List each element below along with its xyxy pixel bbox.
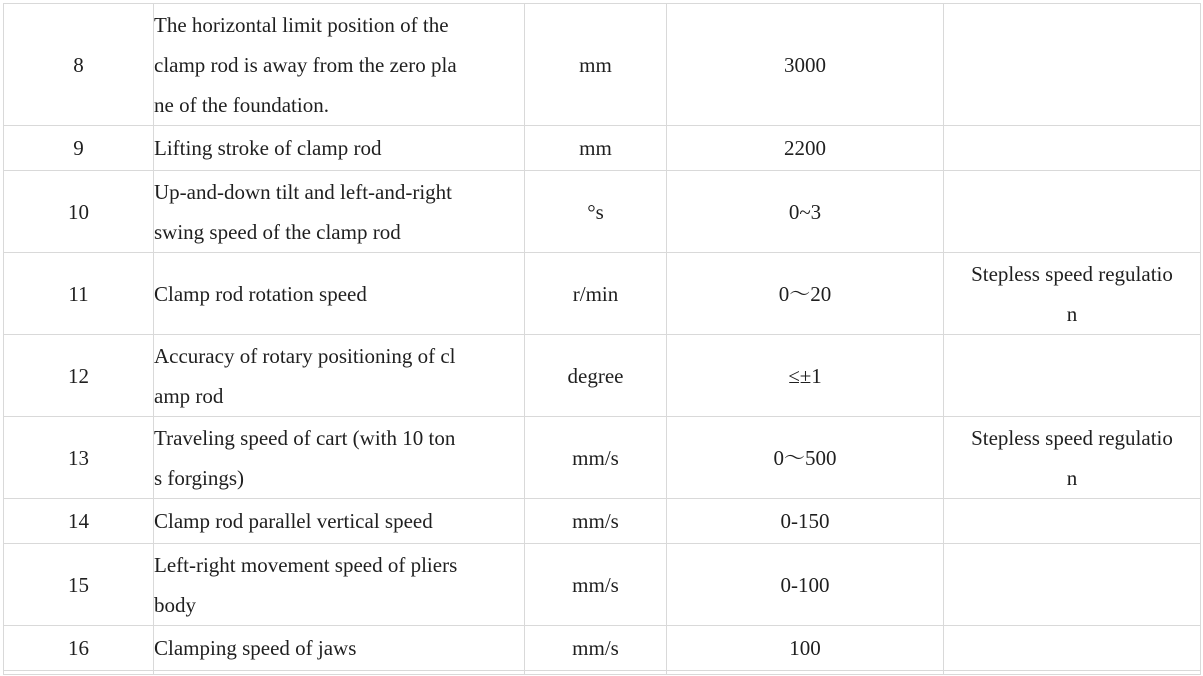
value-cell: 2200 — [667, 126, 944, 171]
remark-line: n — [1066, 465, 1078, 490]
value-cell: 0~3 — [667, 171, 944, 253]
parameter-line: Clamping speed of jaws — [154, 636, 357, 660]
remark-cell — [944, 4, 1201, 126]
value-cell: 0～20 — [667, 253, 944, 335]
remark-cell — [944, 417, 1201, 499]
row-number: 8 — [4, 4, 154, 126]
unit-cell: r/min — [525, 253, 667, 335]
parameter-cell — [154, 253, 525, 335]
spec-table-body — [4, 4, 1201, 675]
row-number: 16 — [4, 626, 154, 671]
value-cell: ≤±1 — [667, 335, 944, 417]
table-row — [4, 499, 1201, 544]
unit-cell: mm — [525, 4, 667, 126]
parameter-line: amp rod — [154, 383, 224, 408]
parameter-cell — [154, 544, 525, 626]
row-number: 15 — [4, 544, 154, 626]
parameter-line: The horizontal limit position of the — [154, 12, 449, 37]
remark-cell — [944, 335, 1201, 417]
row-number: 13 — [4, 417, 154, 499]
parameter-line: swing speed of the clamp rod — [154, 219, 401, 244]
row-number: 10 — [4, 171, 154, 253]
spec-table — [3, 3, 1201, 675]
remark-line: Stepless speed regulatio — [971, 261, 1173, 286]
parameter-line: Left-right movement speed of pliers — [154, 552, 458, 577]
remark-line: n — [1066, 301, 1078, 326]
table-cell-partial — [4, 671, 154, 675]
parameter-cell — [154, 4, 525, 126]
table-cell-partial — [944, 671, 1201, 675]
table-row — [4, 253, 1201, 335]
parameter-line: Clamp rod rotation speed — [154, 281, 367, 306]
parameter-line: clamp rod is away from the zero pla — [154, 52, 457, 77]
value-cell: 0-100 — [667, 544, 944, 626]
unit-cell: mm/s — [525, 417, 667, 499]
parameter-cell — [154, 626, 525, 671]
parameter-cell — [154, 335, 525, 417]
parameter-line: Lifting stroke of clamp rod — [154, 136, 382, 160]
parameter-cell — [154, 417, 525, 499]
row-number: 9 — [4, 126, 154, 171]
table-cell-partial — [154, 671, 525, 675]
parameter-cell — [154, 171, 525, 253]
table-row-partial — [4, 671, 1201, 675]
value-cell: 0～500 — [667, 417, 944, 499]
remark-line: Stepless speed regulatio — [971, 425, 1173, 450]
remark-cell — [944, 126, 1201, 171]
remark-cell — [944, 171, 1201, 253]
table-row — [4, 417, 1201, 499]
value-cell: 3000 — [667, 4, 944, 126]
value-cell: 100 — [667, 626, 944, 671]
row-number: 11 — [4, 253, 154, 335]
table-row — [4, 4, 1201, 126]
unit-cell: mm/s — [525, 626, 667, 671]
unit-cell: mm — [525, 126, 667, 171]
remark-cell — [944, 544, 1201, 626]
remark-cell — [944, 253, 1201, 335]
parameter-line: ne of the foundation. — [154, 92, 329, 117]
table-cell-partial — [667, 671, 944, 675]
remark-cell — [944, 499, 1201, 544]
parameter-cell — [154, 499, 525, 544]
parameter-line: body — [154, 592, 196, 617]
parameter-line: s forgings) — [154, 465, 245, 490]
unit-cell: °s — [525, 171, 667, 253]
row-number: 12 — [4, 335, 154, 417]
parameter-line: Clamp rod parallel vertical speed — [154, 509, 433, 533]
table-row — [4, 626, 1201, 671]
unit-cell: degree — [525, 335, 667, 417]
table-row — [4, 171, 1201, 253]
remark-cell — [944, 626, 1201, 671]
value-cell: 0-150 — [667, 499, 944, 544]
row-number: 14 — [4, 499, 154, 544]
table-row — [4, 335, 1201, 417]
table-row — [4, 126, 1201, 171]
parameter-line: Traveling speed of cart (with 10 ton — [154, 425, 456, 450]
parameter-cell — [154, 126, 525, 171]
table-cell-partial — [525, 671, 667, 675]
unit-cell: mm/s — [525, 499, 667, 544]
unit-cell: mm/s — [525, 544, 667, 626]
parameter-line: Up-and-down tilt and left-and-right — [154, 179, 452, 204]
table-row — [4, 544, 1201, 626]
parameter-line: Accuracy of rotary positioning of cl — [154, 343, 456, 368]
